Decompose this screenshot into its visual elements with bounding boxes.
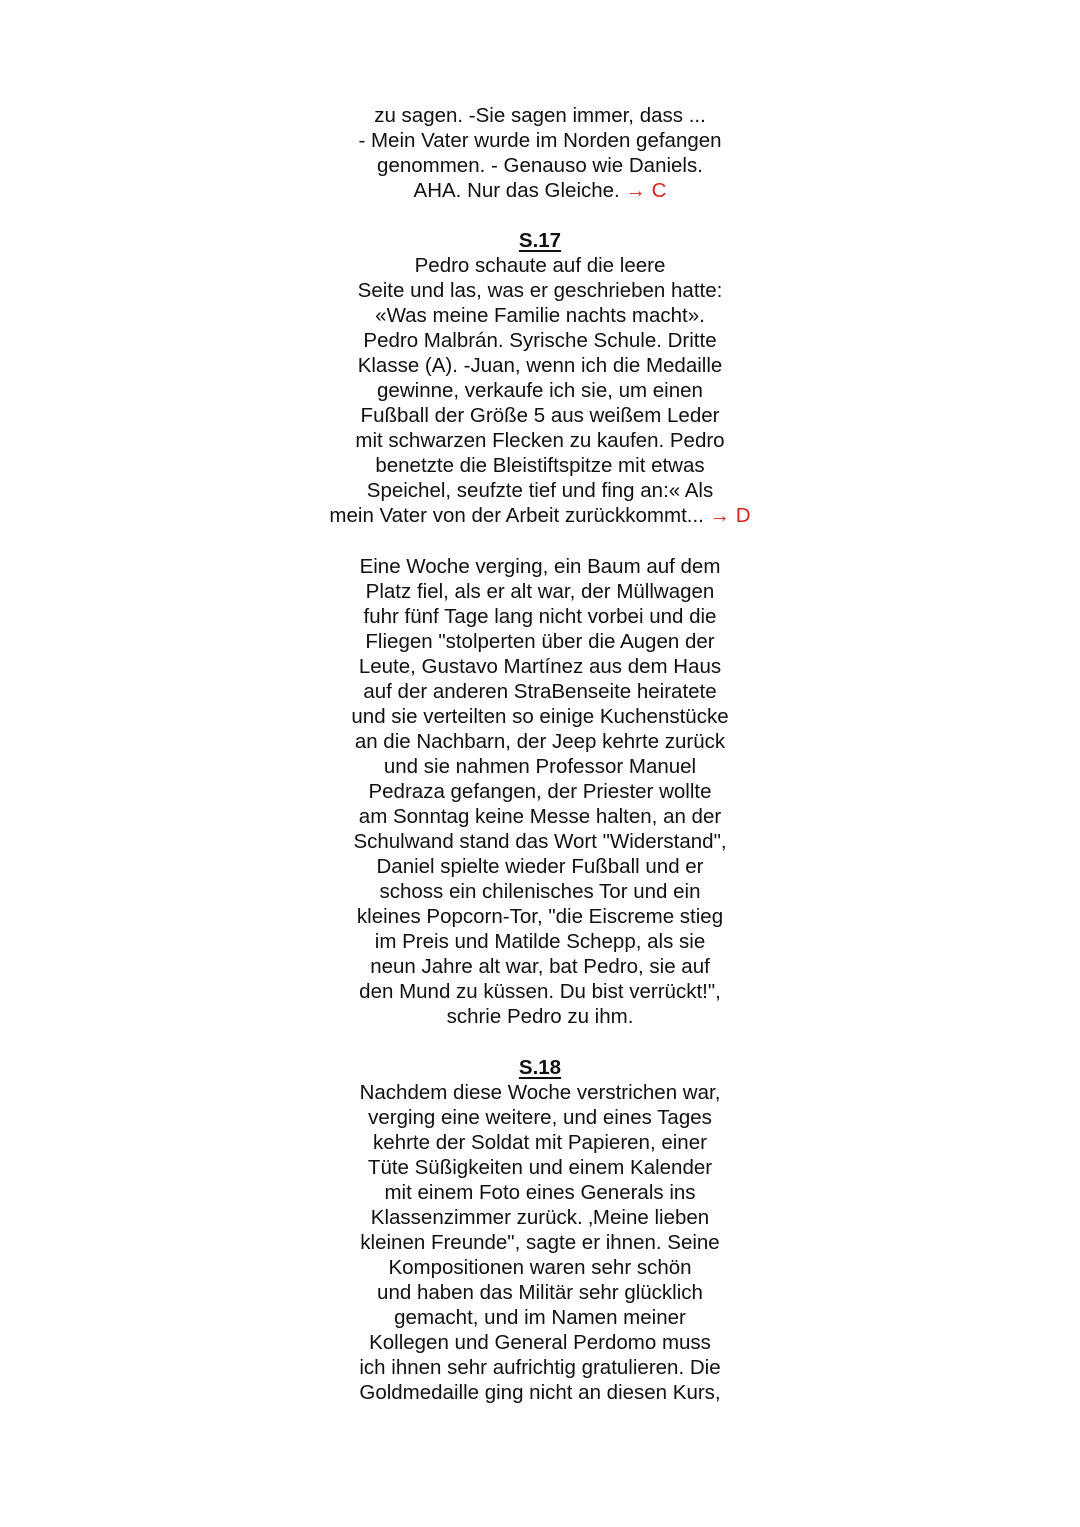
paragraph-line: am Sonntag keine Messe halten, an der bbox=[358, 805, 722, 828]
section-17-line: Seite und las, was er geschrieben hatte: bbox=[357, 279, 723, 302]
intro-line: genommen. - Genauso wie Daniels. bbox=[377, 154, 703, 177]
section-17-line: Speichel, seufzte tief und fing an:« Als bbox=[366, 479, 714, 502]
story-paragraph bbox=[0, 554, 1080, 1029]
paragraph-line: schrie Pedro zu ihm. bbox=[446, 1005, 634, 1028]
paragraph-line: Pedraza gefangen, der Priester wollte bbox=[368, 780, 712, 803]
section-18-line: Kollegen und General Perdomo muss bbox=[369, 1331, 711, 1354]
paragraph-line: Daniel spielte wieder Fußball und er bbox=[376, 855, 704, 878]
section-18-heading: S.18 bbox=[518, 1056, 562, 1079]
section-18-line: Klassenzimmer zurück. ‚Meine lieben bbox=[370, 1206, 710, 1229]
section-17-line: Klasse (A). -Juan, wenn ich die Medaille bbox=[357, 354, 723, 377]
paragraph-line: Leute, Gustavo Martínez aus dem Haus bbox=[358, 655, 722, 678]
section-17 bbox=[0, 228, 1080, 528]
section-17-line: Pedro Malbrán. Syrische Schule. Dritte bbox=[363, 329, 717, 352]
intro-line-with-marker bbox=[0, 178, 1080, 203]
section-17-line-with-marker bbox=[0, 503, 1080, 528]
paragraph-line: an die Nachbarn, der Jeep kehrte zurück bbox=[354, 730, 726, 753]
section-18-line: ich ihnen sehr aufrichtig gratulieren. Die bbox=[359, 1356, 721, 1379]
paragraph-line: auf der anderen StraBenseite heiratete bbox=[363, 680, 717, 703]
section-18-line: Kompositionen waren sehr schön bbox=[388, 1256, 692, 1279]
section-18-line: kehrte der Soldat mit Papieren, einer bbox=[373, 1131, 707, 1154]
section-17-line: benetzte die Bleistiftspitze mit etwas bbox=[375, 454, 705, 477]
section-18-line: Nachdem diese Woche verstrichen war, bbox=[359, 1081, 721, 1104]
paragraph-line: Fliegen "stolperten über die Augen der bbox=[365, 630, 715, 653]
marker-c: → C bbox=[625, 179, 667, 202]
section-18 bbox=[0, 1055, 1080, 1405]
intro-block bbox=[0, 103, 1080, 203]
section-17-heading: S.17 bbox=[518, 229, 562, 252]
section-17-line-text: mein Vater von der Arbeit zurückkommt... bbox=[329, 504, 704, 527]
section-18-line: Tüte Süßigkeiten und einem Kalender bbox=[367, 1156, 713, 1179]
section-17-line: «Was meine Familie nachts macht». bbox=[375, 304, 705, 327]
intro-line: - Mein Vater wurde im Norden gefangen bbox=[358, 129, 722, 152]
section-18-line: und haben das Militär sehr glücklich bbox=[377, 1281, 703, 1304]
section-18-line: Goldmedaille ging nicht an diesen Kurs, bbox=[359, 1381, 721, 1404]
paragraph-line: fuhr fünf Tage lang nicht vorbei und die bbox=[363, 605, 717, 628]
paragraph-line: Platz fiel, als er alt war, der Müllwagen bbox=[365, 580, 715, 603]
section-17-line: Pedro schaute auf die leere bbox=[414, 254, 666, 277]
intro-line-text: AHA. Nur das Gleiche. bbox=[413, 179, 620, 202]
paragraph-line: schoss ein chilenisches Tor und ein bbox=[379, 880, 701, 903]
intro-line: zu sagen. -Sie sagen immer, dass ... bbox=[374, 104, 706, 127]
paragraph-line: und sie nahmen Professor Manuel bbox=[383, 755, 697, 778]
section-18-line: kleinen Freunde", sagte er ihnen. Seine bbox=[360, 1231, 720, 1254]
section-17-line: mit schwarzen Flecken zu kaufen. Pedro bbox=[355, 429, 725, 452]
section-18-line: gemacht, und im Namen meiner bbox=[394, 1306, 686, 1329]
paragraph-line: neun Jahre alt war, bat Pedro, sie auf bbox=[370, 955, 710, 978]
paragraph-line: kleines Popcorn-Tor, "die Eiscreme stieg bbox=[356, 905, 724, 928]
section-18-line: verging eine weitere, und eines Tages bbox=[368, 1106, 712, 1129]
paragraph-line: und sie verteilten so einige Kuchenstücke bbox=[351, 705, 729, 728]
section-17-line: Fußball der Größe 5 aus weißem Leder bbox=[360, 404, 720, 427]
section-17-line: gewinne, verkaufe ich sie, um einen bbox=[377, 379, 703, 402]
section-18-line: mit einem Foto eines Generals ins bbox=[384, 1181, 696, 1204]
marker-d: → D bbox=[709, 504, 751, 527]
paragraph-line: Schulwand stand das Wort "Widerstand", bbox=[353, 830, 727, 853]
paragraph-line: Eine Woche verging, ein Baum auf dem bbox=[359, 555, 721, 578]
paragraph-line: im Preis und Matilde Schepp, als sie bbox=[374, 930, 706, 953]
paragraph-line: den Mund zu küssen. Du bist verrückt!", bbox=[359, 980, 721, 1003]
